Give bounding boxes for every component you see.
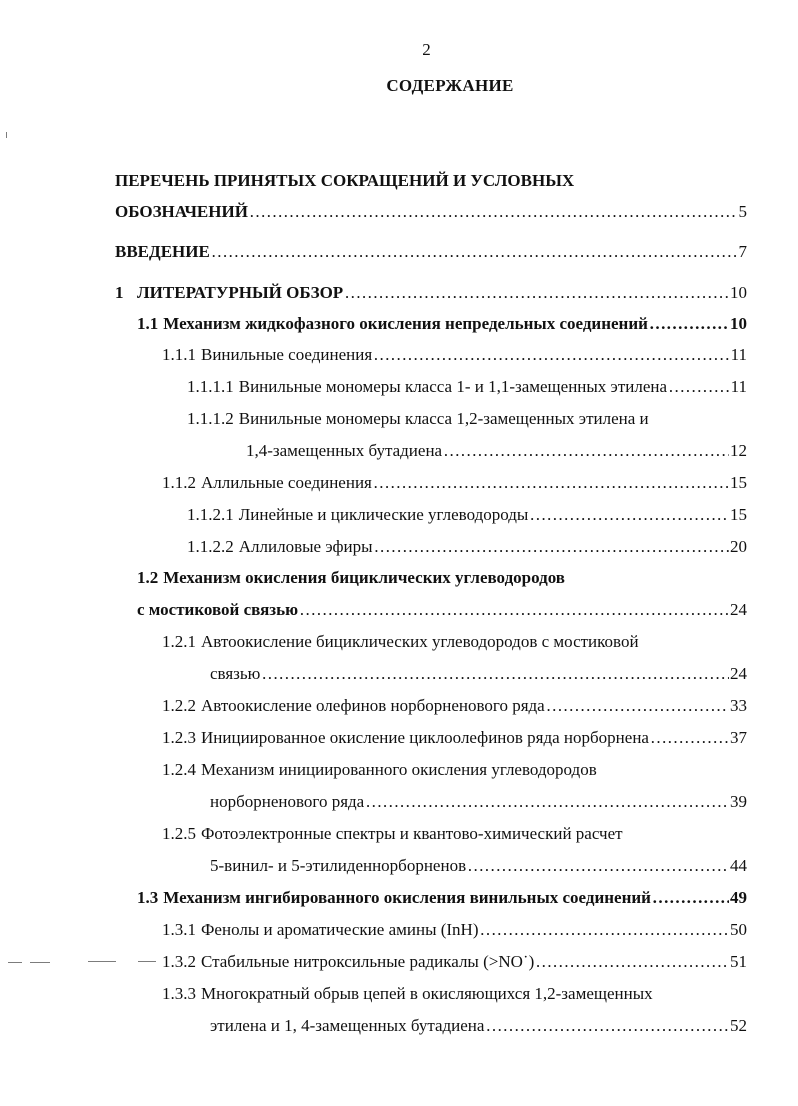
toc-line — [246, 436, 747, 466]
toc-entry-text: ОБОЗНАЧЕНИЙ — [115, 202, 248, 221]
toc-entry-number: 1.1.1.1 — [187, 377, 234, 396]
toc-entry-number: 1.1.1.2 — [187, 409, 234, 428]
toc-entry-text: Многократный обрыв цепей в окисляющихся 1,2-замещенных — [201, 984, 653, 1003]
toc-entry-text: Инициированное окисление циклоолефинов ряда норборнена — [201, 728, 649, 747]
toc-page-number: 37 — [730, 728, 747, 747]
toc-entry-text: Механизм окисления бициклических углеводородов — [163, 568, 565, 587]
toc-line — [162, 819, 747, 849]
toc-line — [115, 278, 747, 308]
toc-entry-text: Автоокисление олефинов норборненового ряда — [201, 696, 545, 715]
toc-entry-number: 1.2 — [137, 568, 159, 587]
toc-entry-text: Механизм жидкофазного окисления непредельных соединений — [163, 314, 648, 333]
toc-page-number: 44 — [730, 856, 747, 875]
dot-leader — [480, 915, 730, 945]
toc-page-number: 10 — [730, 283, 747, 302]
toc-page-number: 15 — [730, 473, 747, 492]
dot-leader — [373, 468, 729, 498]
toc-line — [137, 563, 747, 593]
dot-leader — [365, 787, 729, 817]
toc-entry-text: Винильные соединения — [201, 345, 373, 364]
toc-line — [162, 723, 747, 753]
page-number: 2 — [422, 40, 431, 59]
toc-page-number: 50 — [730, 920, 747, 939]
dot-leader — [529, 500, 729, 530]
toc-entry-text: с мостиковой связью — [137, 600, 299, 619]
toc-page-number: 52 — [730, 1016, 747, 1035]
dot-leader — [652, 883, 729, 913]
toc-entry-text: 1,4-замещенных бутадиена — [246, 441, 443, 460]
toc-page-number: 39 — [730, 792, 747, 811]
toc-entry-text: Винильные мономеры класса 1- и 1,1-замещенных этилена — [238, 377, 668, 396]
dot-leader — [535, 947, 729, 977]
toc-page-number: 15 — [730, 505, 747, 524]
toc-entry-text: ЛИТЕРАТУРНЫЙ ОБЗОР — [137, 283, 344, 302]
toc-entry-number: 1.2.4 — [162, 760, 196, 779]
scan-artifact — [138, 961, 156, 962]
dot-leader — [650, 723, 729, 753]
dot-leader — [373, 340, 729, 370]
toc-line — [210, 851, 747, 881]
toc-entry-number: 1.1.2 — [162, 473, 196, 492]
scan-artifact — [88, 961, 116, 962]
toc-entry-text: ПЕРЕЧЕНЬ ПРИНЯТЫХ СОКРАЩЕНИЙ И УСЛОВНЫХ — [115, 171, 575, 190]
toc-page-number: 11 — [730, 345, 747, 364]
toc-entry-text: Аллильные соединения — [201, 473, 372, 492]
toc-entry-number: 1.1.1 — [162, 345, 196, 364]
toc-entry-text: 5-винил- и 5-этилиденнорборненов — [210, 856, 467, 875]
toc-page-number: 20 — [730, 537, 747, 556]
scan-artifact — [8, 962, 22, 963]
toc-entry-text: норборненового ряда — [210, 792, 365, 811]
dot-leader — [261, 659, 729, 689]
dot-leader — [211, 237, 738, 267]
toc-page-number: 33 — [730, 696, 747, 715]
toc-entry-text: этилена и 1, 4-замещенных бутадиена — [210, 1016, 485, 1035]
toc-line — [162, 947, 747, 977]
toc-line — [162, 979, 747, 1009]
toc-entry-number: 1.1.2.2 — [187, 537, 234, 556]
dot-leader — [485, 1011, 729, 1041]
toc-line — [187, 372, 747, 402]
toc-entry-text: связью — [210, 664, 261, 683]
toc-page-number: 49 — [730, 888, 747, 907]
toc-page-number: 11 — [730, 377, 747, 396]
toc-entry-text: Автоокисление бициклических углеводородов с мостиковой — [201, 632, 639, 651]
toc-line — [137, 595, 747, 625]
toc-entry-number: 1.1 — [137, 314, 159, 333]
toc-line — [162, 627, 747, 657]
document-title: СОДЕРЖАНИЕ — [386, 76, 514, 95]
toc-line — [187, 532, 747, 562]
dot-leader — [546, 691, 729, 721]
toc-line — [187, 500, 747, 530]
toc-page-number: 24 — [730, 600, 747, 619]
toc-entry-text: ВВЕДЕНИЕ — [115, 242, 210, 261]
toc-line — [162, 915, 747, 945]
toc-page-number: 12 — [730, 441, 747, 460]
toc-line — [162, 755, 747, 785]
toc-line — [187, 404, 747, 434]
toc-entry-text: Аллиловые эфиры — [238, 537, 373, 556]
toc-line — [210, 787, 747, 817]
toc-entry-text: Механизм инициированного окисления углеводородов — [201, 760, 597, 779]
toc-line — [210, 1011, 747, 1041]
toc-entry-number: 1 — [115, 283, 124, 302]
toc-entry-text: Линейные и циклические углеводороды — [238, 505, 529, 524]
toc-line — [162, 468, 747, 498]
toc-entry-number: 1.1.2.1 — [187, 505, 234, 524]
toc-entry-number: 1.2.5 — [162, 824, 196, 843]
toc-entry-text: Винильные мономеры класса 1,2-замещенных этилена и — [238, 409, 649, 428]
toc-line — [115, 197, 747, 227]
toc-line — [137, 883, 747, 913]
dot-leader — [668, 372, 730, 402]
scan-artifact — [6, 132, 7, 138]
toc-line — [115, 237, 747, 267]
toc-page-number: 51 — [730, 952, 747, 971]
toc-line — [115, 166, 755, 196]
toc-entry-text: Фотоэлектронные спектры и квантово-химический расчет — [201, 824, 623, 843]
toc-entry-text: Стабильные нитроксильные радикалы (>NO˙) — [201, 952, 535, 971]
toc-line — [137, 309, 747, 339]
toc-line — [210, 659, 747, 689]
toc-page-number: 24 — [730, 664, 747, 683]
dot-leader — [299, 595, 729, 625]
toc-entry-number: 1.2.1 — [162, 632, 196, 651]
dot-leader — [649, 309, 729, 339]
dot-leader — [374, 532, 729, 562]
toc-entry-text: Фенолы и ароматические амины (InH) — [201, 920, 479, 939]
dot-leader — [249, 197, 738, 227]
toc-line — [162, 691, 747, 721]
scan-artifact — [30, 962, 50, 963]
dot-leader — [344, 278, 729, 308]
toc-entry-number: 1.3 — [137, 888, 159, 907]
toc-page-number: 7 — [738, 242, 747, 261]
toc-entry-number: 1.2.3 — [162, 728, 196, 747]
toc-entry-number: 1.2.2 — [162, 696, 196, 715]
toc-entry-number: 1.3.1 — [162, 920, 196, 939]
toc-page-number: 10 — [730, 314, 747, 333]
toc-entry-number: 1.3.2 — [162, 952, 196, 971]
dot-leader — [443, 436, 729, 466]
toc-page-number: 5 — [738, 202, 747, 221]
toc-line — [162, 340, 747, 370]
toc-entry-text: Механизм ингибированного окисления винильных соединений — [163, 888, 651, 907]
dot-leader — [467, 851, 729, 881]
toc-entry-number: 1.3.3 — [162, 984, 196, 1003]
